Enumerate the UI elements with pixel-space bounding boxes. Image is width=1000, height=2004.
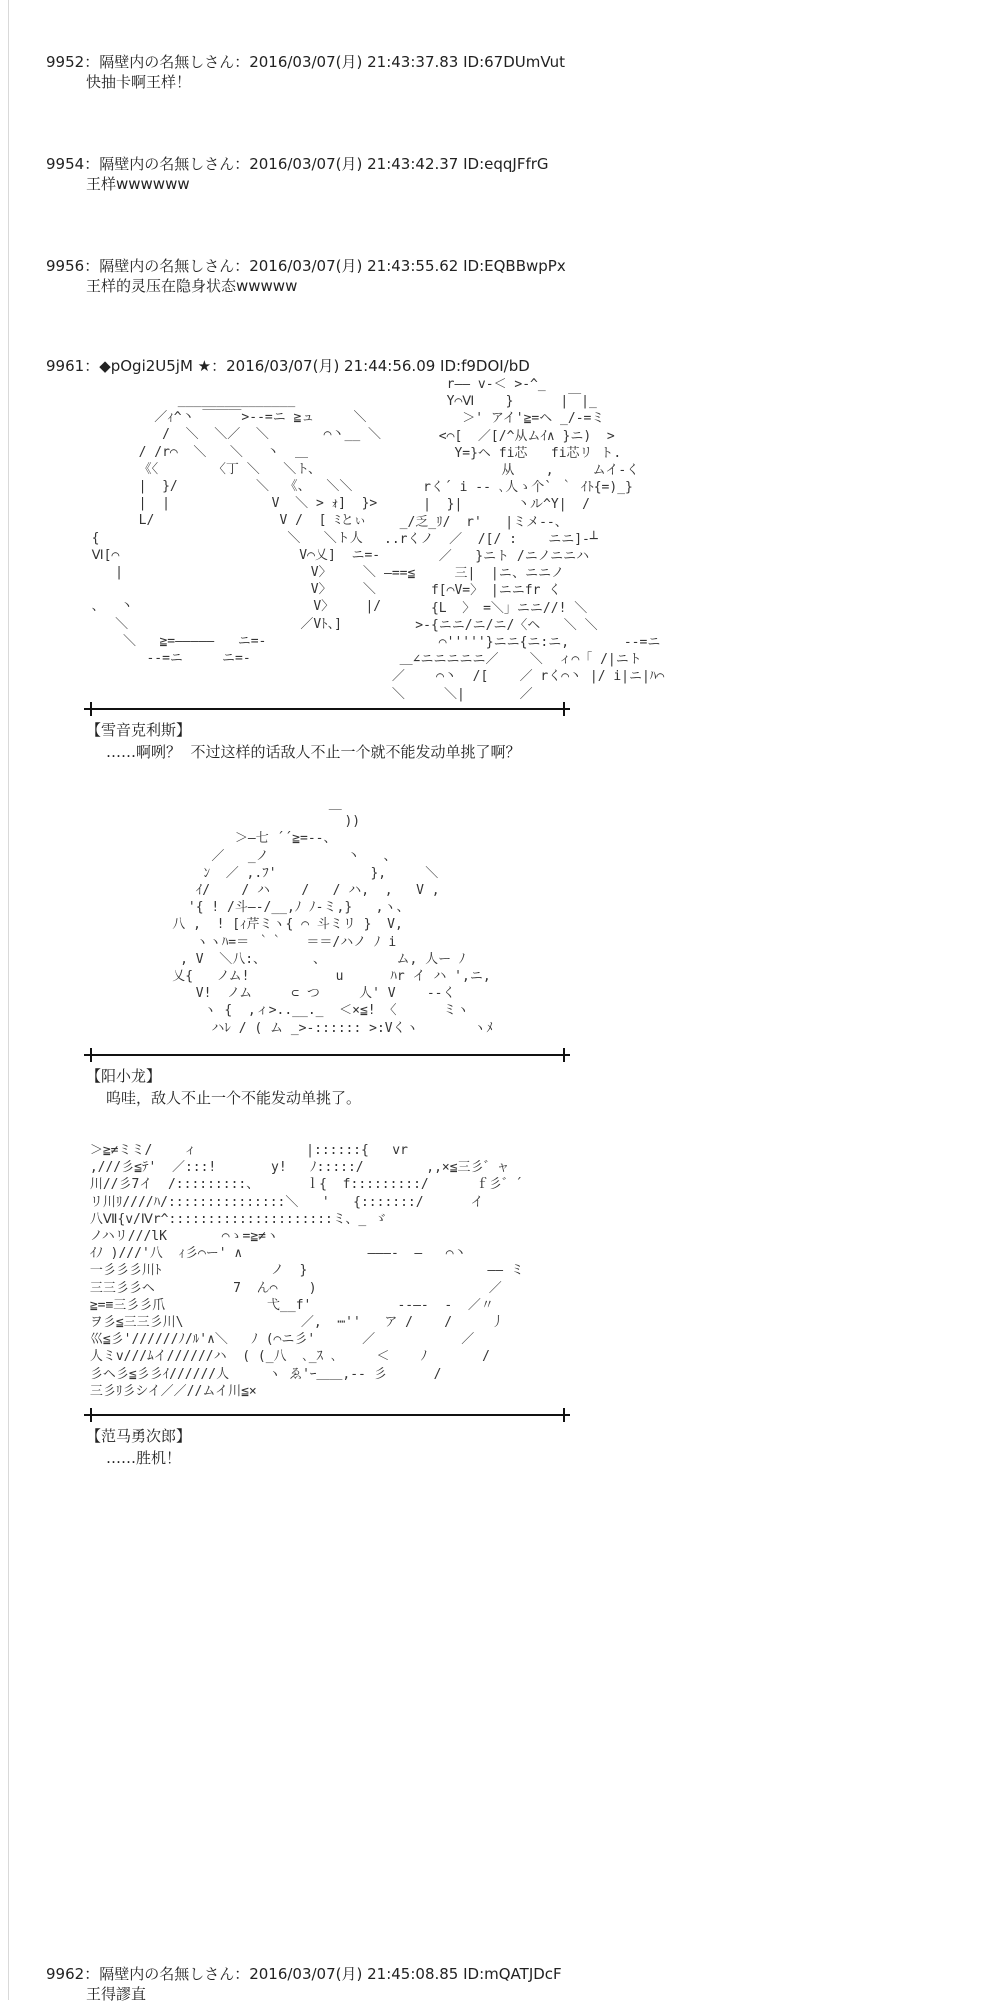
post-number: 9956 bbox=[46, 257, 85, 275]
post-9956 bbox=[46, 256, 566, 296]
page-left-border bbox=[8, 0, 9, 2000]
speaker-name: 【范马勇次郎】 bbox=[86, 1427, 192, 1445]
post-9962 bbox=[46, 1964, 562, 2004]
scene-divider bbox=[84, 702, 570, 716]
post-meta: ：隔壁内の名無しさん：2016/03/07(月) 21:45:08.85 ID:mQATJDcF bbox=[84, 1965, 562, 1983]
ascii-art-scene-3: ＞≧≠ミミ/ ィ |::::::{ vr ,///彡≦ﾃ' ／:::! y! ﾉ:::::/ ,,×≦三彡゛ャ 川//彡7イ /:::::::::、 ｌ{ f:::::::::/ ｆ彡゛´ リ川ﾘ////ﾊ/:::::::::::::::＼ ' {:::::::/ イ 八Ⅶ{v/Ⅳr^:::::::::::::::::::::ミ、_ ゞ ノハリ///lK ⌒ゝ=≧≠ヽ ｲﾉ )///'八 ｨ彡⌒ー' ∧ ―――- ― ⌒丶 一彡彡彡川ﾄ ノ } ―― ミ 三三彡彡ヘ 7 ん⌒ ) ／ ≧=≡三彡彡爪 弋__f' --―‐ - ／〃 ヲ彡≦三三彡川\ ／, ┉'' ア / / 丿 巛≦彡'//////ﾉ/ﾙ'∧＼ ﾉ (⌒ニ彡' ／ ／ 人ミv///ﾑイ//////ハ ( (_八 ､_ｽ ､ ＜ ﾉ / 彡ヘ彡≦彡彡ｲ//////人 ヽ ゑ'ｰ＿＿,-- 彡 / 三彡ﾘ彡シイ／／//ムイ川≦× bbox=[89, 1143, 524, 1399]
post-body: 快抽卡啊王样！ bbox=[86, 73, 192, 91]
post-meta: ：隔壁内の名無しさん：2016/03/07(月) 21:43:55.62 ID:EQBBwpPx bbox=[84, 257, 566, 275]
divider-line bbox=[84, 1414, 570, 1416]
divider-end-mark bbox=[84, 702, 97, 716]
post-header bbox=[46, 154, 549, 174]
post-number: 9954 bbox=[46, 155, 85, 173]
post-9952 bbox=[46, 52, 565, 92]
post-number: 9961 bbox=[46, 357, 85, 375]
divider-line bbox=[84, 1054, 570, 1056]
ascii-art-scene-2: ＿ )) ＞―七 ´´≧=--、 ／ _ノ 丶 、 ﾝ ／ ,.ﾌ' }, ＼ ｲ/ / ハ / / ハ, , V , '{ ! /斗―‐/__,ﾉ ﾉ-ミ,} ,ヽ、 八 , ! [ｨ芹ミヽ{ ⌒ 斗ミリ } V, ヽヽﾊ=＝ ｀｀ ＝＝/ハノ ﾉ i , V ＼八:、 、 ム, 人ー ﾉ 乂{ ノム! u ﾊr イ ハ ',ニ, V! ノム ⊂ つ 人' V --く ヽ { ,ィ>..__._ ＜×≦! 〈 ミヽ ハﾚ / ( ム _>-:::::: >:Vくヽ ヽﾒ bbox=[172, 797, 493, 1036]
scene-divider bbox=[84, 1408, 570, 1422]
speaker-name: 【雪音克利斯】 bbox=[86, 721, 192, 739]
post-header bbox=[46, 52, 565, 72]
post-9961 bbox=[46, 356, 530, 376]
post-meta: ：隔壁内の名無しさん：2016/03/07(月) 21:43:42.37 ID:eqqJFfrG bbox=[84, 155, 549, 173]
post-9954 bbox=[46, 154, 549, 194]
divider-end-mark bbox=[557, 702, 570, 716]
dialogue-line: ……胜机！ bbox=[106, 1449, 182, 1467]
dialogue-line: 呜哇，敌人不止一个不能发动单挑了。 bbox=[106, 1089, 362, 1107]
post-body: 王样的灵压在隐身状态wwwww bbox=[86, 277, 298, 295]
divider-end-mark bbox=[557, 1408, 570, 1422]
post-body: 王得謬直 bbox=[86, 1985, 147, 2003]
post-body: 王样wwwwww bbox=[86, 175, 190, 193]
ascii-art-scene-1-left: _______________ ／ｨ^丶 ￣￣￣>--=ニ ≧ュ ＼ / ＼ ＼／ ＼ ⌒丶__ ＼ / /r⌒ ＼ ＼ 丶 ＿ 《〈 〈丁 ＼ ＼ト、 | }/ ＼ 《、 ＼＼ | | V ＼ > ｫ] }> L/ V / [ ﾐとぃ { ＼ ＼ト人 Ⅵ[⌒ V⌒乂] ニ=- | V〉 ＼ V〉 ＼ 、 丶 V〉 |/ ＼ ／Vﾄ、] ＼ ≧=――――― ニ=- --=ニ ニ=- bbox=[91, 393, 382, 667]
post-meta: ：隔壁内の名無しさん：2016/03/07(月) 21:43:37.83 ID:67DUmVut bbox=[84, 53, 565, 71]
post-number: 9962 bbox=[46, 1965, 85, 1983]
post-header bbox=[46, 1964, 562, 1984]
post-header bbox=[46, 256, 566, 276]
scene-divider bbox=[84, 1048, 570, 1062]
dialogue-line: ……啊咧？ 不过这样的话敌人不止一个就不能发动单挑了啊？ bbox=[106, 743, 521, 761]
post-header bbox=[46, 356, 530, 376]
ascii-art-scene-1-right: r―― v-＜ >-^_ Y⌒Ⅵ } |￣|_ ＞' アイ'≧=ヘ _/-=ミ <⌒[ ／[/^从ムｲ∧ }ニ) > Y=}ヘ fi芯 fi芯リ ト. 从 , ムイ-く rく´ i -‐ ､人ゝ个` ｀ ｲﾄ{=)_} | }| 丶ル^Y| / _/乏_ﾘ/ r' |ミメ-‐、 ..rくノ ／ /[/ : ニニ]-┴ ／ }ニト /ニノニニハ —==≦ 三| |ニ、ニニノ f[⌒V=〉 |ニニfr く {L 〉 =＼」ニニ//! ＼ >-{ニニ/ニ/ニ/〈ヘ ＼ ＼ ⌒'''''}ニニ{ニ:ニ, --=ニ ＿∠ニニニニニ／ ＼ ィ⌒「 /|ニト ／ ⌒丶 /[ ／ rく⌒丶 |/ i|ニ|ﾊ⌒ ＼ ＼| ／ bbox=[384, 377, 665, 702]
divider-end-mark bbox=[84, 1048, 97, 1062]
divider-end-mark bbox=[84, 1408, 97, 1422]
post-meta: ：◆pOgi2U5jM ★：2016/03/07(月) 21:44:56.09 ID:f9DOI/bD bbox=[84, 357, 530, 375]
post-number: 9952 bbox=[46, 53, 85, 71]
divider-end-mark bbox=[557, 1048, 570, 1062]
divider-line bbox=[84, 708, 570, 710]
speaker-name: 【阳小龙】 bbox=[86, 1067, 162, 1085]
